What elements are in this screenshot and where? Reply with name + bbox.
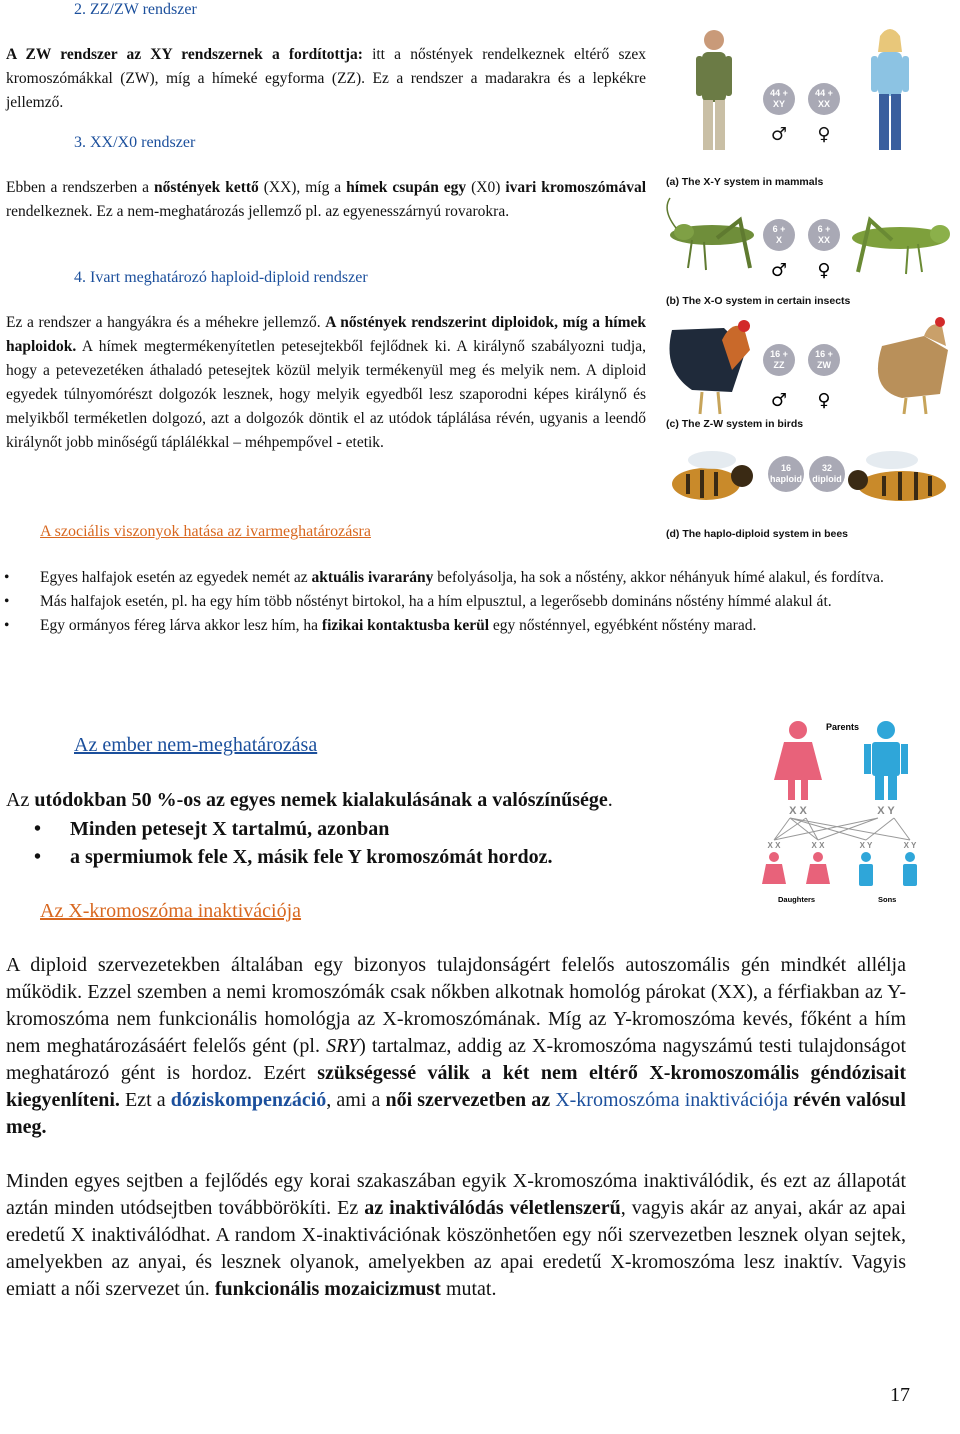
female-symbol-icon: ♀ bbox=[817, 124, 831, 145]
badge-c2-bottom: ZW bbox=[817, 360, 831, 370]
page-number: 17 bbox=[890, 1384, 910, 1406]
mother-chromosomes: X X bbox=[789, 805, 807, 817]
badge-c1-top: 16 + bbox=[770, 349, 788, 359]
child-chr-2: X X bbox=[811, 841, 825, 850]
mother-icon bbox=[774, 721, 822, 800]
mammals-illustration bbox=[662, 18, 954, 168]
father-icon bbox=[864, 721, 908, 800]
child-chr-1: X X bbox=[767, 841, 781, 850]
badge-b1-top: 6 + bbox=[772, 224, 786, 234]
social-item-2: • Más halfajok esetén, pl. ha egy hím több nőstényt birtokol, ha a hím elpusztul, a legerősebb domináns nőstény hímmé alakul át. bbox=[0, 590, 910, 614]
inheritance-diagram bbox=[760, 712, 956, 908]
badge-a2-top: 44 + bbox=[815, 88, 833, 98]
caption-a: (a) The X-Y system in mammals bbox=[666, 176, 824, 188]
daughters-label: Daughters bbox=[778, 895, 816, 904]
social-item-3: • Egy ormányos féreg lárva akkor lesz hím, ha fizikai kontaktusba kerül egy nősténnyel, egyébként nőstény marad. bbox=[0, 614, 910, 638]
badge-b1-bottom: X bbox=[775, 235, 783, 245]
xinact-paragraph-2: Minden egyes sejtben a fejlődés egy korai szakaszában egyik X-kromoszóma inaktiválódik, és ezt az állapotát aztán minden utódsejtben továbbörökíti. Ez az inaktiválódás véletlenszerű, vagyis akár az anyai, akár az apai eredetű X inaktiválódhat. A random X-inaktivációnak köszönhetően egy női szervezetben lesznek olyan sejtek, amelyekben az anyai, és lesznek olyanok, amelyekben az apai eredetű X-kromoszóma lesz inaktív. Vagyis emiatt a női szervezet ún. funkcionális mozaicizmust mutat. bbox=[6, 1170, 906, 1300]
father-chromosomes: X Y bbox=[877, 805, 895, 817]
son-icons bbox=[859, 852, 917, 886]
badge-d1-top: 16 bbox=[780, 463, 792, 473]
xinact-paragraph-1: A diploid szervezetekben általában egy bizonyos tulajdonságért felelős autoszomális gén mindkét allélja működik. Ezzel szemben a nemi kromoszómák csak nőkben alkotnak homológ párokat (XX), a férfiakban az Y-kromoszóma nem funkcionális homológja az X-kromoszómának. Míg az Y-kromoszóma kevés, főként a hím nem meghatározásáért felelős gént (pl. SRY) tartalmaz, addig az X-kromoszóma nagyszámú testi tulajdonságot meghatározó gént is hordoz. Ezért szükségessé válik a két nem eltérő X-kromoszomális géndózisait kiegyenlíteni. Ezt a dóziskompenzáció, ami a női szervezetben az X-kromoszóma inaktivációja révén valósul meg. bbox=[6, 954, 907, 1138]
human-heading: Az ember nem-meghatározása bbox=[74, 734, 318, 756]
section-2-heading: 2. ZZ/ZW rendszer bbox=[74, 1, 197, 18]
drone-bee-icon bbox=[672, 451, 753, 500]
caption-b: (b) The X-O system in certain insects bbox=[666, 295, 851, 307]
human-item-1: • Minden petesejt X tartalmú, azonban bbox=[30, 815, 730, 843]
badge-b2-top: 6 + bbox=[817, 224, 831, 234]
badge-d2-bottom: diploid bbox=[812, 474, 842, 484]
grasshopper-female-icon bbox=[852, 220, 950, 274]
section-3-heading: 3. XX/X0 rendszer bbox=[74, 134, 196, 151]
section-2-text: A ZW rendszer az XY rendszernek a fordítottja: itt a nőstények rendelkeznek eltérő szex kromoszómákkal (ZW), míg a hímeké egyforma (ZZ). Ez a rendszer a madarakra és a lepkékre jellemző. bbox=[6, 46, 646, 111]
female-symbol-icon: ♀ bbox=[817, 260, 831, 281]
woman-figure-icon bbox=[871, 29, 909, 150]
bee-illustration bbox=[662, 434, 954, 528]
human-intro: Az utódokban 50 %-os az egyes nemek kialakulásának a valószínűsége. bbox=[6, 789, 613, 811]
daughter-icons bbox=[762, 852, 830, 884]
human-item-2: • a spermiumok fele X, másik fele Y kromoszómát hordoz. bbox=[30, 843, 730, 871]
chicken-illustration bbox=[662, 310, 954, 416]
man-figure-icon bbox=[696, 30, 732, 150]
sex-determination-figure bbox=[662, 18, 954, 548]
caption-c: (c) The Z-W system in birds bbox=[666, 418, 804, 430]
xinact-heading: Az X-kromoszóma inaktivációja bbox=[40, 900, 302, 922]
badge-c1-bottom: ZZ bbox=[773, 360, 785, 370]
section-3-text: Ebben a rendszerben a nőstények kettő (XX), míg a hímek csupán egy (X0) ivari kromoszómával rendelkeznek. Ez a nem-meghatározás jellemző pl. az egyenesszárnyú rovarokra. bbox=[6, 179, 646, 220]
social-list bbox=[0, 566, 910, 638]
caption-d: (d) The haplo-diploid system in bees bbox=[666, 528, 849, 540]
grasshopper-male-icon bbox=[667, 198, 754, 270]
social-heading: A szociális viszonyok hatása az ivarmeghatározásra bbox=[40, 523, 371, 540]
child-chr-3: X Y bbox=[859, 841, 873, 850]
badge-d1-bottom: haploid bbox=[770, 474, 802, 484]
section-4-heading: 4. Ivart meghatározó haploid-diploid rendszer bbox=[74, 269, 368, 286]
badge-d2-top: 32 bbox=[821, 463, 833, 473]
rooster-icon bbox=[670, 320, 751, 414]
badge-a1-top: 44 + bbox=[770, 88, 788, 98]
human-list bbox=[30, 815, 730, 871]
grasshopper-illustration bbox=[662, 190, 954, 290]
parents-label: Parents bbox=[826, 722, 860, 732]
social-item-1: • Egyes halfajok esetén az egyedek nemét az aktuális ivararány befolyásolja, ha sok a nőstény, akkor néhányuk hímé alakul, és fordítva. bbox=[0, 566, 910, 590]
badge-a1-bottom: XY bbox=[772, 99, 786, 109]
female-symbol-icon: ♀ bbox=[817, 390, 831, 411]
badge-a2-bottom: XX bbox=[817, 99, 831, 109]
hen-icon bbox=[878, 317, 948, 414]
child-chr-4: X Y bbox=[903, 841, 917, 850]
male-symbol-icon: ♂ bbox=[770, 124, 788, 145]
queen-bee-icon bbox=[848, 451, 946, 501]
male-symbol-icon: ♂ bbox=[770, 390, 788, 411]
section-4-text: Ez a rendszer a hangyákra és a méhekre jellemző. A nőstények rendszerint diploidok, míg a hímek haploidok. A hímek megtermékenyítetlen petesejtekből fejlődnek ki. A királynő szabályozni tudja, hogy a petevezetéken áthaladó petesejtek közül melyik termékenyül meg és melyik nem. A diploid egyedek túlnyomórészt dolgozók lesznek, hogy melyik egyedből lesz szaporodni képes királynő és melyikből terméketlen dolgozó, azt a dolgozók döntik el az utódok táplálása révén, ugyanis a leendő királynőt jobb minőségű táplálékkal – méhpempővel - etetik. bbox=[6, 314, 646, 451]
male-symbol-icon: ♂ bbox=[770, 260, 788, 281]
badge-b2-bottom: XX bbox=[817, 235, 831, 245]
sons-label: Sons bbox=[878, 895, 897, 904]
badge-c2-top: 16 + bbox=[815, 349, 833, 359]
